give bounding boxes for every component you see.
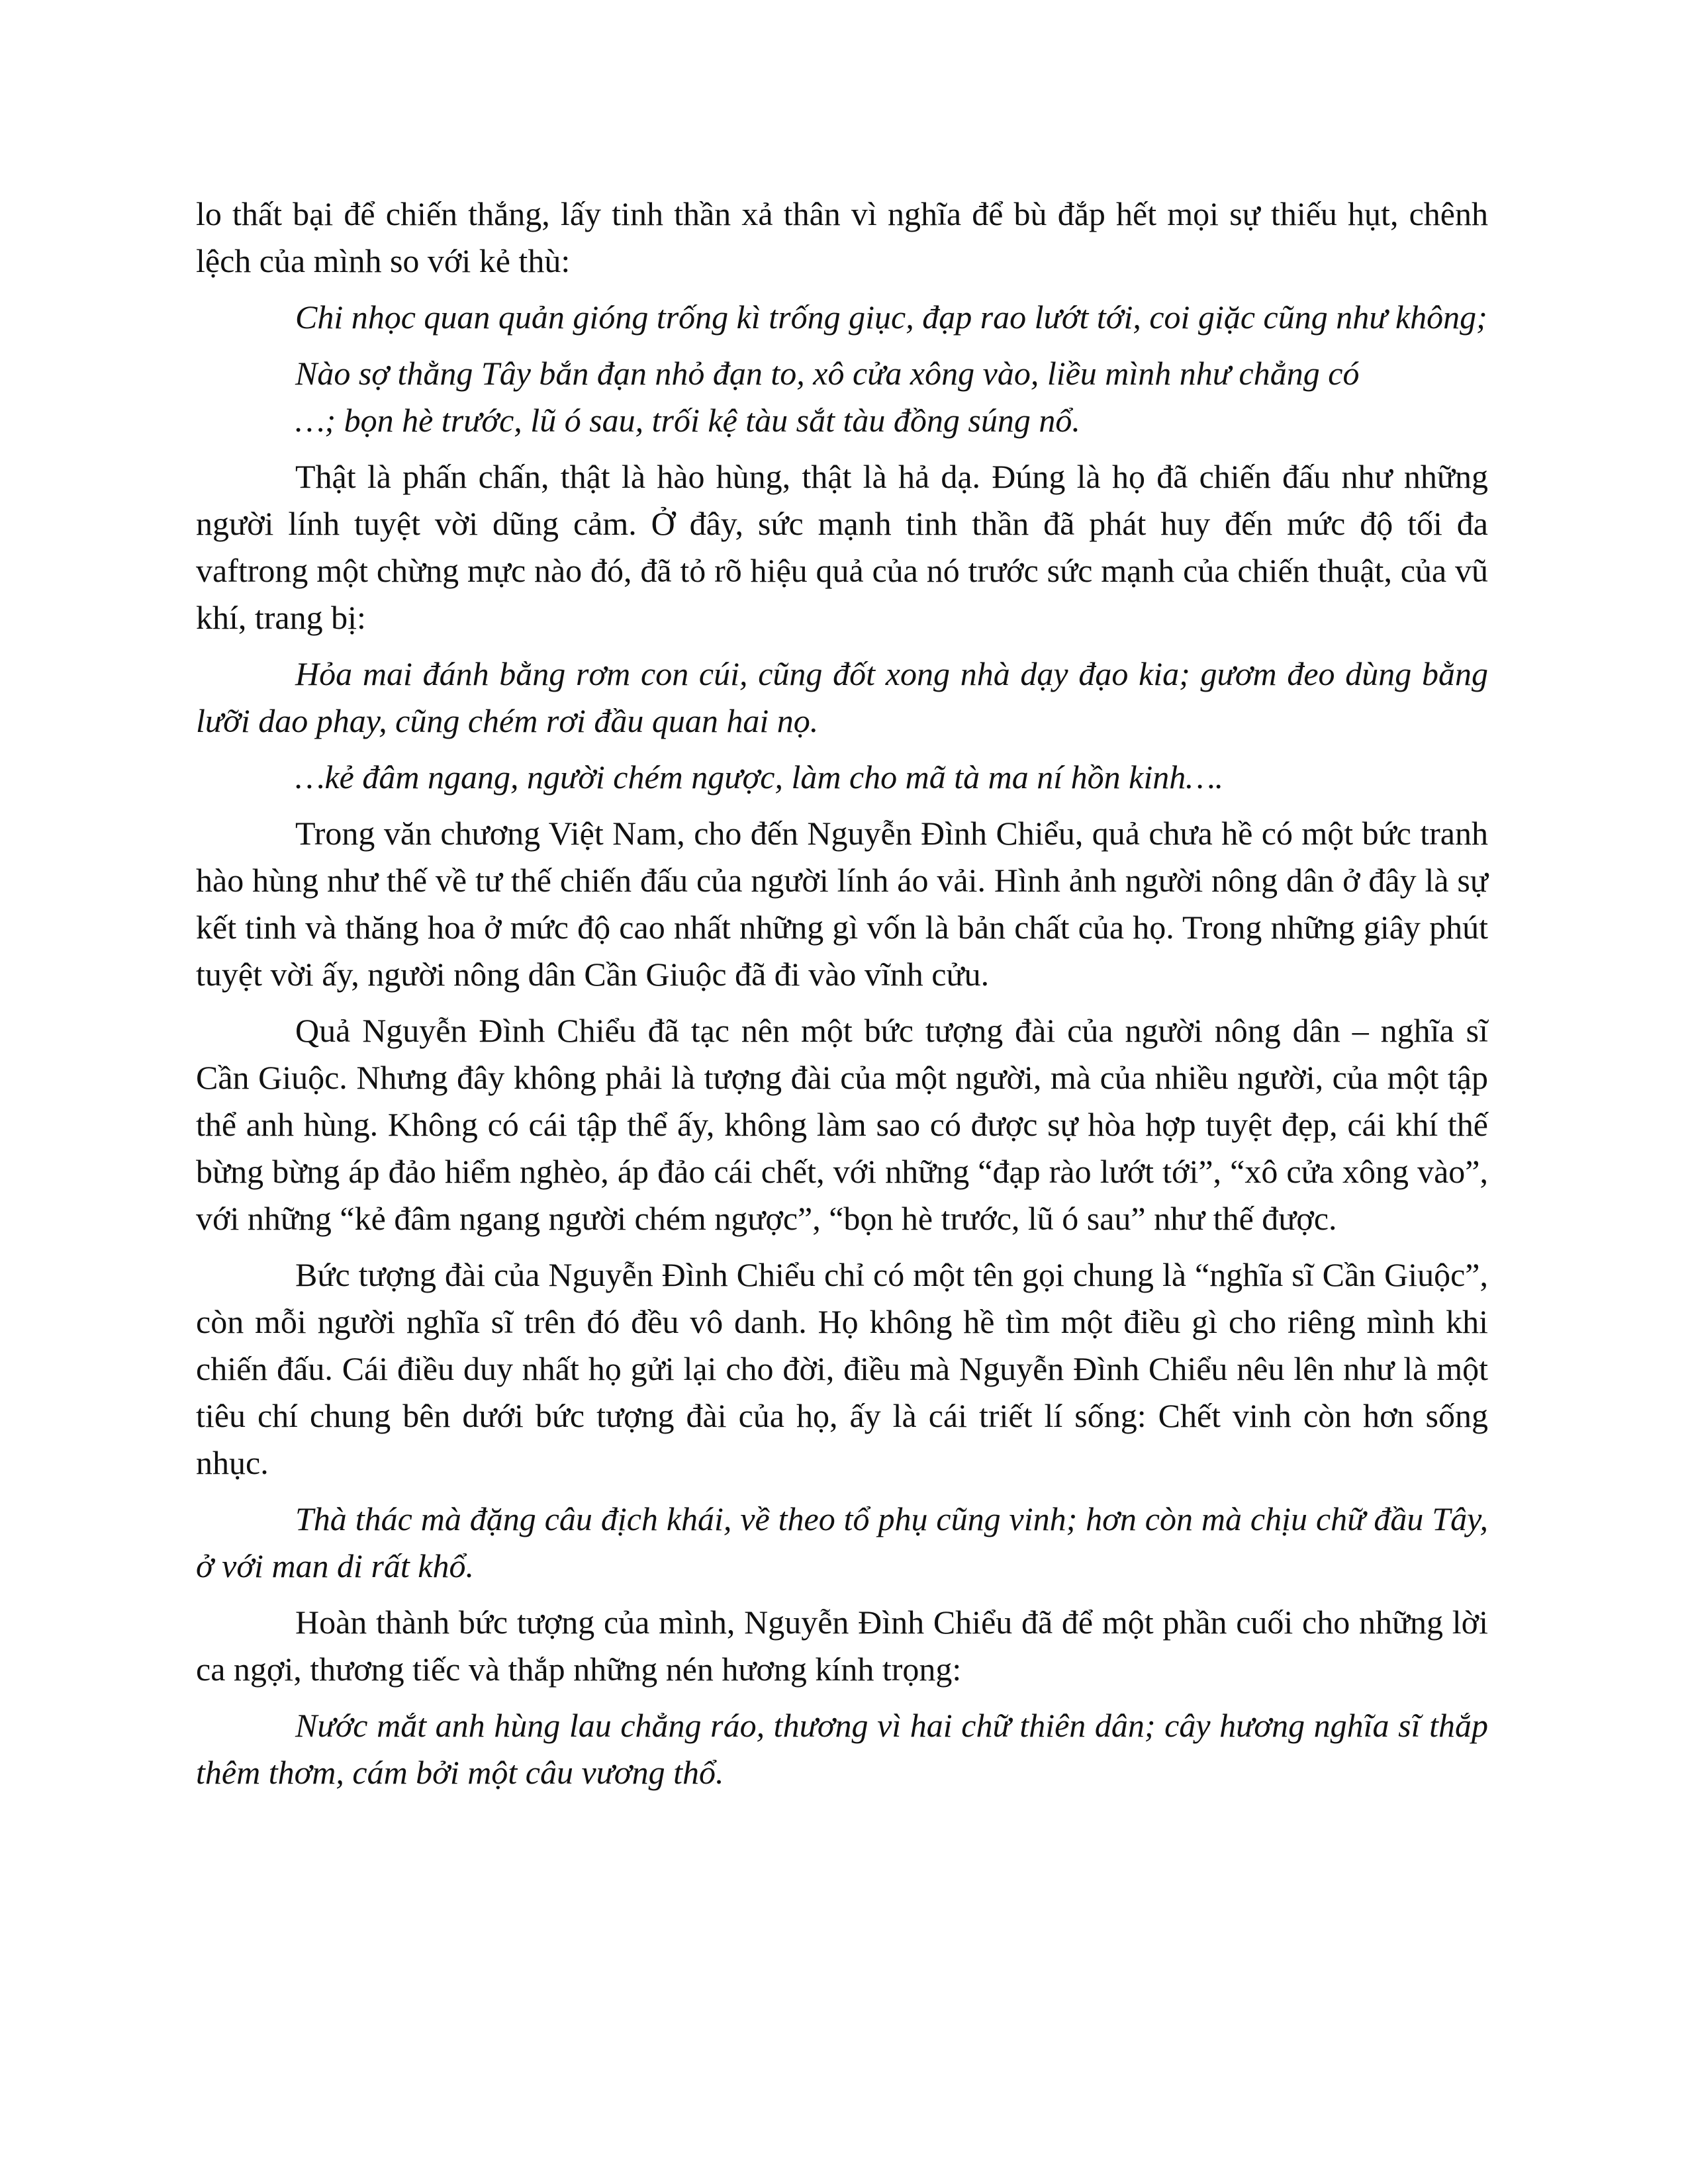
quote-5: …kẻ đâm ngang, người chém ngược, làm cho mã tà ma ní hồn kinh….: [295, 758, 1224, 796]
paragraph-2: Thật là phấn chấn, thật là hào hùng, thật là hả dạ. Đúng là họ đã chiến đấu như những người lính tuyệt vời dũng cảm. Ở đây, sức mạnh tinh thần đã phát huy đến mức độ tối đa vaftrong một chừng mực nào đó, đã tỏ rõ hiệu quả của nó trước sức mạnh của chiến thuật, của vũ khí, trang bị:: [196, 458, 1488, 636]
paragraph-1: lo thất bại để chiến thắng, lấy tinh thần xả thân vì nghĩa để bù đắp hết mọi sự thiếu hụt, chênh lệch của mình so với kẻ thù:: [196, 195, 1488, 279]
quote-2: Nào sợ thằng Tây bắn đạn nhỏ đạn to, xô cửa xông vào, liều mình như chẳng có: [295, 355, 1360, 392]
paragraph-3: Trong văn chương Việt Nam, cho đến Nguyễn Đình Chiểu, quả chưa hề có một bức tranh hào hùng như thế về tư thế chiến đấu của người lính áo vải. Hình ảnh người nông dân ở đây là sự kết tinh và thăng hoa ở mức độ cao nhất những gì vốn là bản chất của họ. Trong những giây phút tuyệt vời ấy, người nông dân Cần Giuộc đã đi vào vĩnh cửu.: [196, 815, 1488, 993]
paragraph-5: Bức tượng đài của Nguyễn Đình Chiểu chỉ có một tên gọi chung là “nghĩa sĩ Cần Giuộc”, còn mỗi người nghĩa sĩ trên đó đều vô danh. Họ không hề tìm một điều gì cho riêng mình khi chiến đấu. Cái điều duy nhất họ gửi lại cho đời, điều mà Nguyễn Đình Chiểu nêu lên như là một tiêu chí chung bên dưới bức tượng đài của họ, ấy là cái triết lí sống: Chết vinh còn hơn sống nhục.: [196, 1256, 1488, 1481]
quote-4: Hỏa mai đánh bằng rơm con cúi, cũng đốt xong nhà dạy đạo kia; gươm đeo dùng bằng lưỡi dao phay, cũng chém rơi đầu quan hai nọ.: [196, 655, 1488, 739]
document-page: [196, 191, 1488, 1805]
paragraph-6: Hoàn thành bức tượng của mình, Nguyễn Đình Chiểu đã để một phần cuối cho những lời ca ngợi, thương tiếc và thắp những nén hương kính trọng:: [196, 1604, 1488, 1688]
paragraph-4: Quả Nguyễn Đình Chiểu đã tạc nên một bức tượng đài của người nông dân – nghĩa sĩ Cần Giuộc. Nhưng đây không phải là tượng đài của một người, mà của nhiều người, của một tập thể anh hùng. Không có cái tập thể ấy, không làm sao có được sự hòa hợp tuyệt đẹp, cái khí thế bừng bừng áp đảo hiểm nghèo, áp đảo cái chết, với những “đạp rào lướt tới”, “xô cửa xông vào”, với những “kẻ đâm ngang người chém ngược”, “bọn hè trước, lũ ó sau” như thế được.: [196, 1012, 1488, 1237]
quote-1: Chi nhọc quan quản gióng trống kì trống giục, đạp rao lướt tới, coi giặc cũng như không;: [295, 298, 1487, 336]
quote-7: Nước mắt anh hùng lau chẳng ráo, thương vì hai chữ thiên dân; cây hương nghĩa sĩ thắp thêm thơm, cám bởi một câu vương thổ.: [196, 1707, 1488, 1791]
quote-3: …; bọn hè trước, lũ ó sau, trối kệ tàu sắt tàu đồng súng nổ.: [295, 402, 1080, 439]
quote-6: Thà thác mà đặng câu địch khái, về theo tổ phụ cũng vinh; hơn còn mà chịu chữ đầu Tây, ở với man di rất khổ.: [196, 1500, 1488, 1584]
